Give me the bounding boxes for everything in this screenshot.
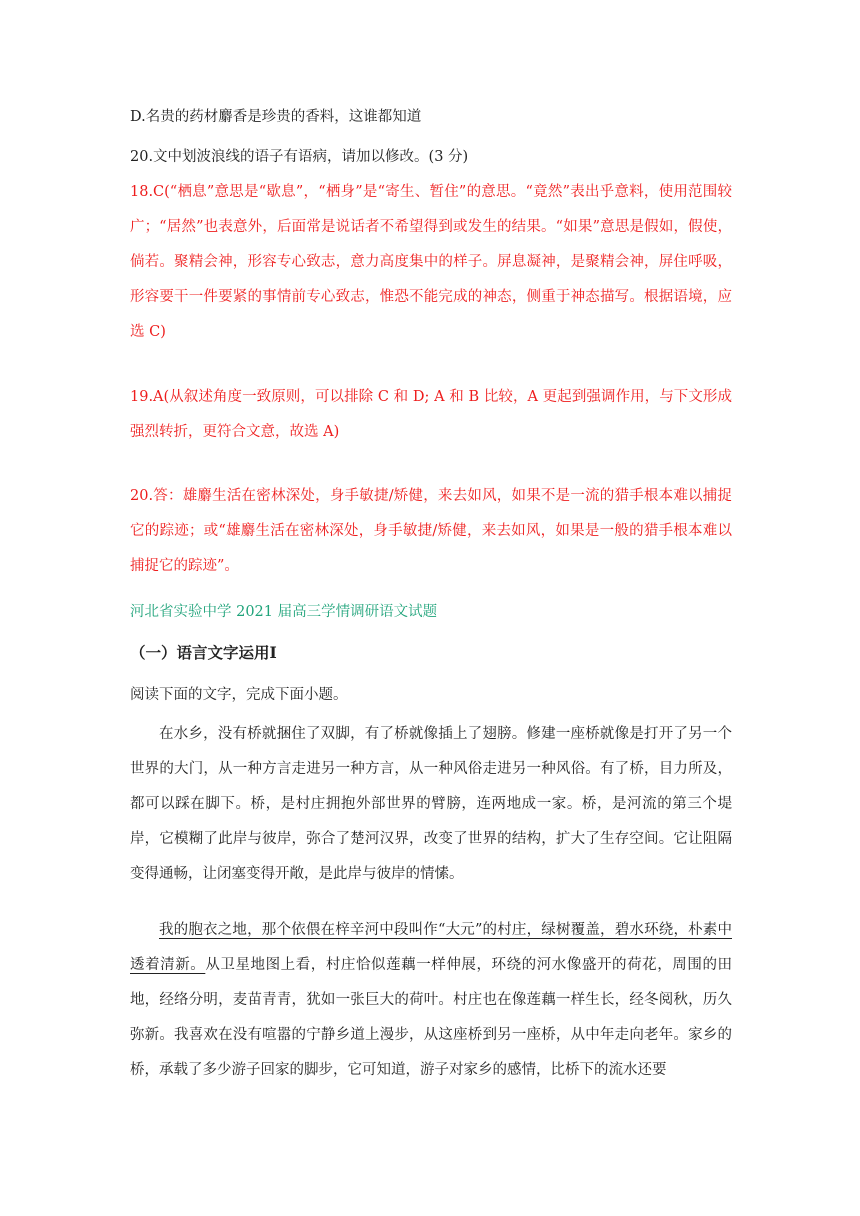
passage-paragraph-2 [130, 913, 732, 1088]
option-d: D.名贵的药材麝香是珍贵的香料，这谁都知道 [130, 109, 422, 125]
answer-18: 18.C(“栖息”意思是“歇息”，“栖身”是“寄生、暂住”的意思。“竟然”表出乎意料，使用范围较广；“居然”也表意外，后面常是说话者不希望得到或发生的结果。“如果”意思是假如，假使，倘若。聚精会神，形容专心致志，意力高度集中的样子。屏息凝神，是聚精会神，屏住呼吸，形容要干一件要紧的事情前专心致志，惟恐不能完成的神态，侧重于神态描写。根据语境，应选 C) [130, 184, 732, 340]
source-title: 河北省实验中学 2021 届高三学情调研语文试题 [130, 604, 438, 620]
answer-20: 20.答：雄麝生活在密林深处，身手敏捷/矫健，来去如风，如果不是一流的猎手根本难以捕捉它的踪迹；或“雄麝生活在密林深处，身手敏捷/矫健，来去如风，如果是一般的猎手根本难以捕捉它的踪迹”。 [130, 488, 732, 574]
passage-paragraph-2-rest: 从卫星地图上看，村庄恰似莲藕一样伸展，环绕的河水像盛开的荷花，周围的田地，经络分明，麦苗青青，犹如一张巨大的荷叶。村庄也在像莲藕一样生长，经冬阅秋，历久弥新。我喜欢在没有喧嚣的宁静乡道上漫步，从这座桥到另一座桥，从中年走向老年。家乡的桥，承载了多少游子回家的脚步，它可知道，游子对家乡的感情，比桥下的流水还要 [130, 957, 733, 1078]
answer-19: 19.A(从叙述角度一致原则，可以排除 C 和 D; A 和 B 比较，A 更起到强调作用，与下文形成强烈转折，更符合文意，故选 A) [130, 389, 732, 440]
section-heading: （一）语言文字运用Ⅰ [130, 643, 277, 662]
passage-paragraph-1: 在水乡，没有桥就捆住了双脚，有了桥就像插上了翅膀。修建一座桥就像是打开了另一个世界的大门，从一种方言走进另一种方言，从一种风俗走进另一种风俗。有了桥，目力所及，都可以踩在脚下。桥，是村庄拥抱外部世界的臂膀，连两地成一家。桥，是河流的第三个堤岸，它模糊了此岸与彼岸，弥合了楚河汉界，改变了世界的结构，扩大了生存空间。它让阻隔变得通畅，让闭塞变得开敞，是此岸与彼岸的情愫。 [130, 726, 732, 882]
question-20: 20.文中划波浪线的语子有语病，请加以修改。(3 分) [130, 149, 469, 165]
wavy-underlined-sentence: 我的胞衣之地，那个依偎在梓辛河中段叫作“大元”的村庄，绿树覆盖，碧水环绕，朴素中透着清新。 [130, 922, 732, 973]
instruction-text: 阅读下面的文字，完成下面小题。 [130, 687, 348, 703]
